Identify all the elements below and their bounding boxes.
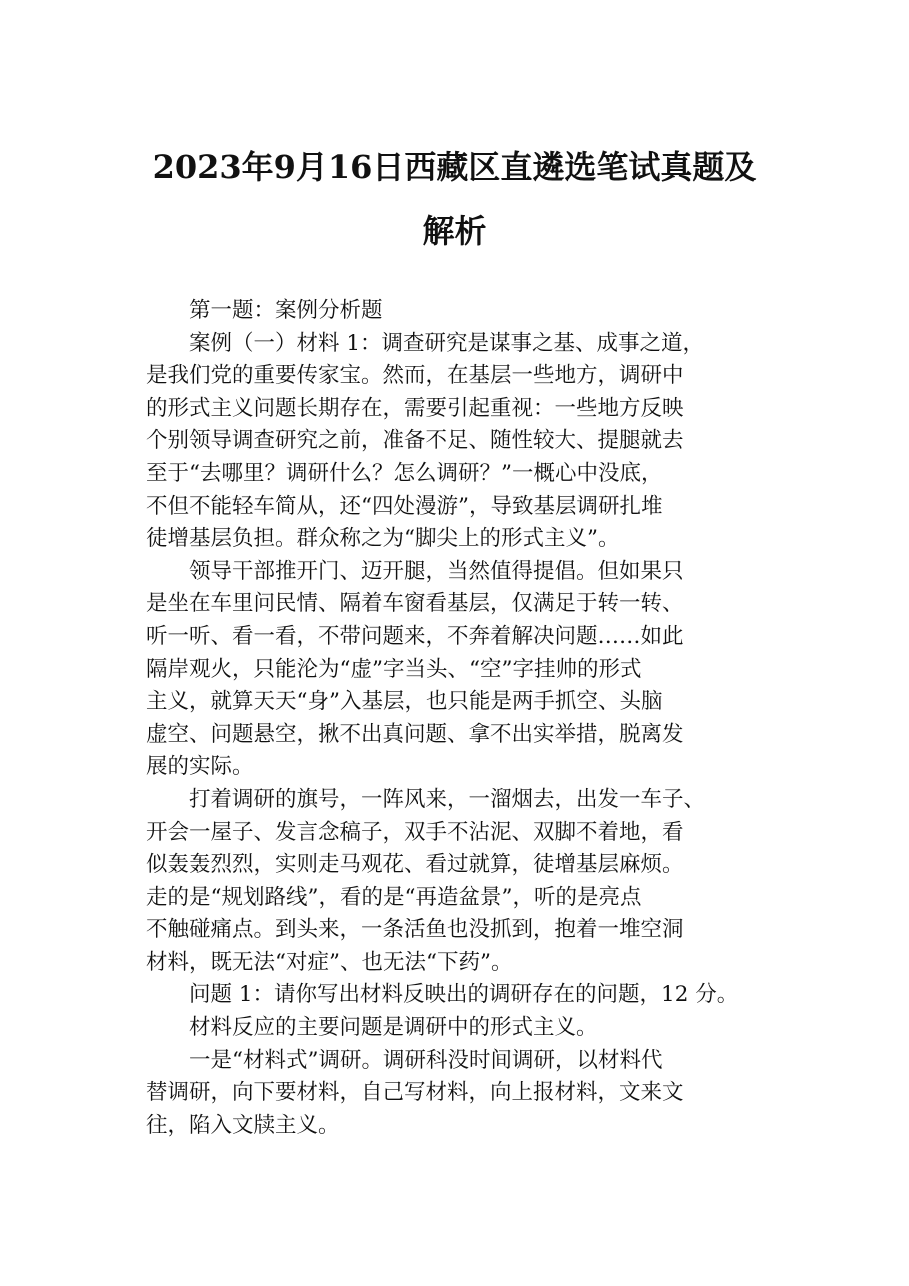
body-text-line: 领导干部推开门、迈开腿，当然值得提倡。但如果只 <box>189 558 684 584</box>
body-text-line: 替调研，向下要材料，自己写材料，向上报材料，文来文 <box>146 1080 684 1106</box>
body-text-line: 隔岸观火，只能沦为“虚”字当头、“空”字挂帅的形式 <box>146 656 642 682</box>
body-text-line: 不触碰痛点。到头来，一条活鱼也没抓到，抱着一堆空洞 <box>146 917 684 943</box>
body-text-line: 徒增基层负担。群众称之为“脚尖上的形式主义”。 <box>146 526 620 552</box>
document-title-line-1: 2023年9月16日西藏区直遴选笔试真题及 <box>152 148 757 186</box>
body-text-line: 打着调研的旗号，一阵风来，一溜烟去，出发一车子、 <box>189 786 706 812</box>
body-text-line: 材料反应的主要问题是调研中的形式主义。 <box>189 1015 598 1041</box>
document-title-line-2: 解析 <box>422 212 487 250</box>
body-text-line: 展的实际。 <box>146 754 254 780</box>
body-text-line: 材料，既无法“对症”、也无法“下药”。 <box>146 949 513 975</box>
body-text-line: 至于“去哪里？调研什么？怎么调研？”一概心中没底， <box>146 460 663 486</box>
body-text-line: 不但不能轻车简从，还“四处漫游”，导致基层调研扎堆 <box>146 493 663 519</box>
body-text-line: 往，陷入文牍主义。 <box>146 1112 340 1138</box>
body-text-line: 开会一屋子、发言念稿子，双手不沾泥、双脚不着地，看 <box>146 819 684 845</box>
body-text-line: 的形式主义问题长期存在，需要引起重视：一些地方反映 <box>146 395 684 421</box>
body-text-line: 似轰轰烈烈，实则走马观花、看过就算，徒增基层麻烦。 <box>146 852 684 878</box>
body-text-line: 听一听、看一看，不带问题来，不奔着解决问题……如此 <box>146 623 684 649</box>
body-text-line: 第一题：案例分析题 <box>189 298 383 323</box>
document-body <box>146 295 786 1142</box>
body-text-line: 一是“材料式”调研。调研科没时间调研，以材料代 <box>189 1047 663 1073</box>
body-text-line: 个别领导调查研究之前，准备不足、随性较大、提腿就去 <box>146 428 684 454</box>
body-text-line: 案例（一）材料 1：调查研究是谋事之基、成事之道， <box>189 330 705 356</box>
body-text-line: 问题 1：请你写出材料反映出的调研存在的问题，12 分。 <box>189 982 739 1008</box>
body-text-line: 主义，就算天天“身”入基层，也只能是两手抓空、头脑 <box>146 689 663 715</box>
body-text-line: 虚空、问题悬空，揪不出真问题、拿不出实举措，脱离发 <box>146 721 684 747</box>
body-text-line: 是我们党的重要传家宝。然而，在基层一些地方，调研中 <box>146 363 684 389</box>
body-text-line: 走的是“规划路线”，看的是“再造盆景”，听的是亮点 <box>146 884 642 910</box>
body-text-line: 是坐在车里问民情、隔着车窗看基层，仅满足于转一转、 <box>146 591 684 617</box>
